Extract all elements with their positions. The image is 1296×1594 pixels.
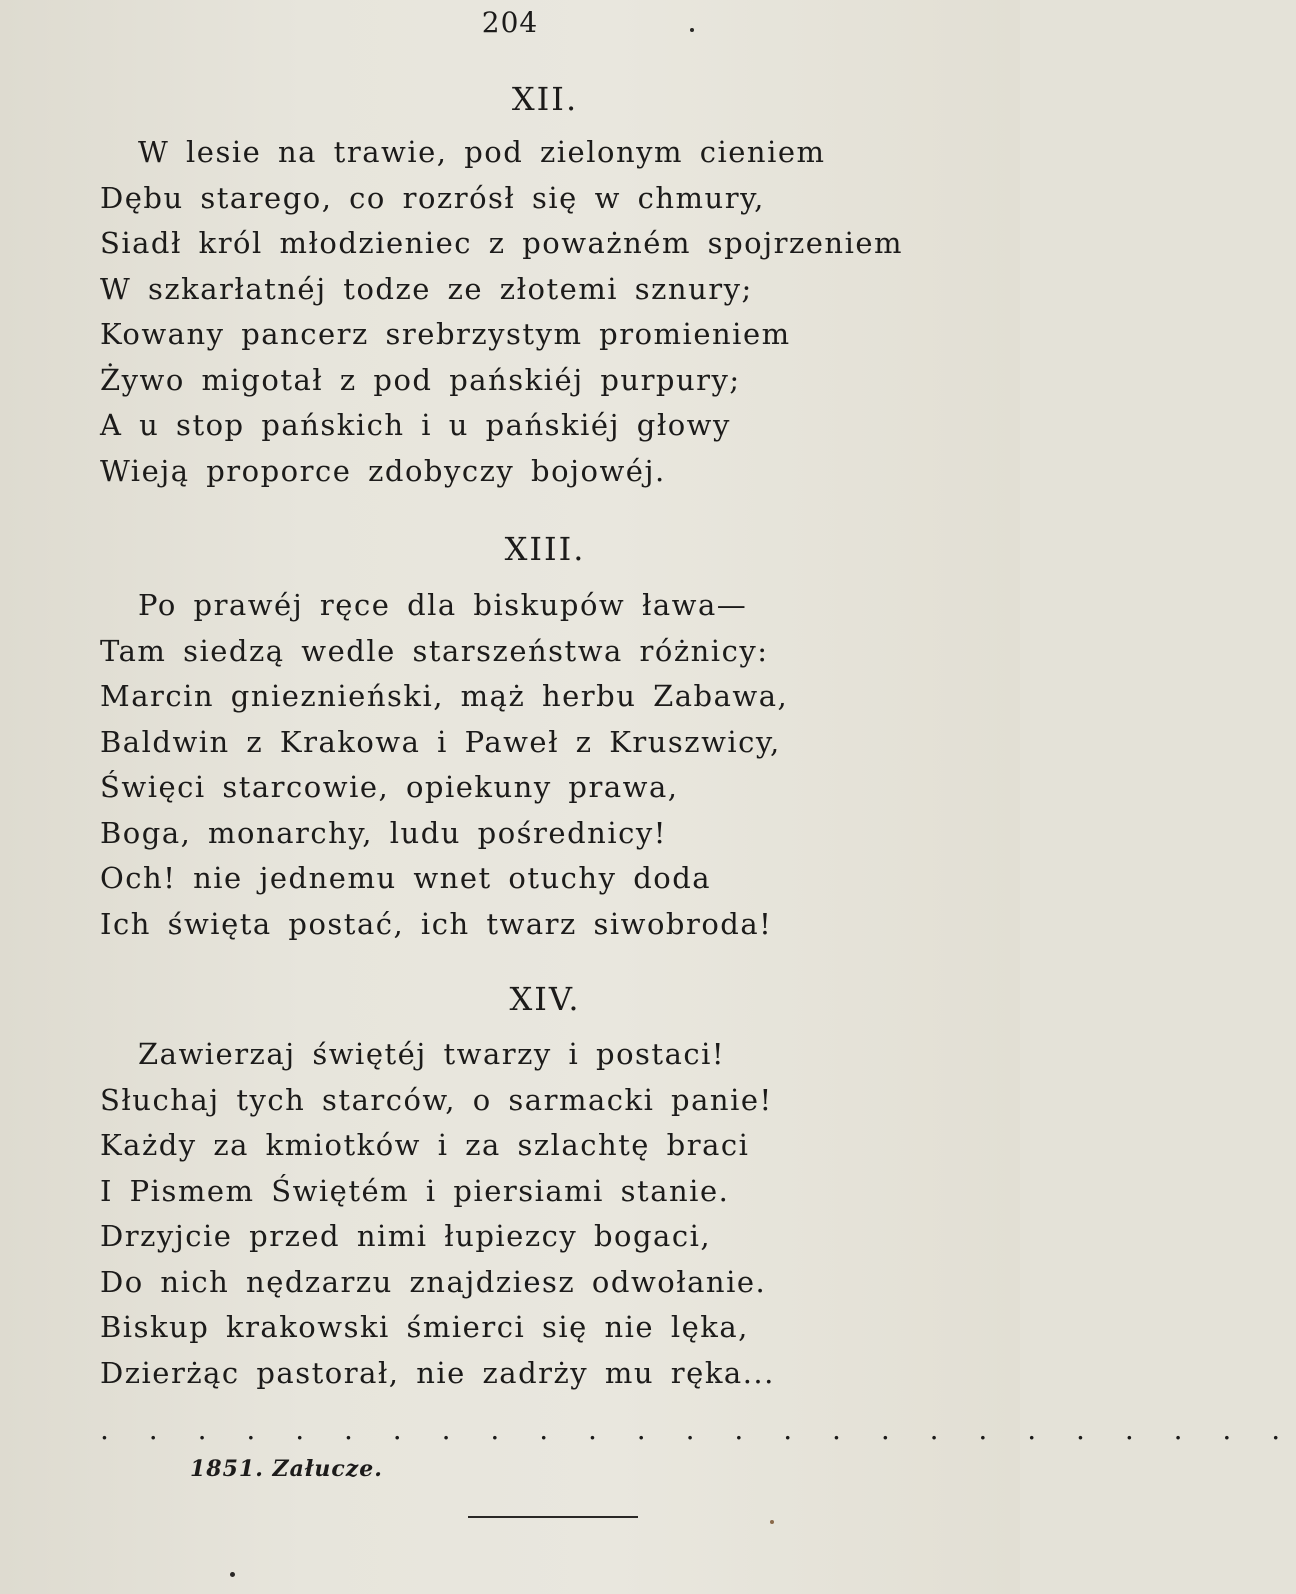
- verse-line: Po prawéj ręce dla biskupów ława—: [138, 588, 748, 622]
- dateline: 1851. Załucze.: [190, 1456, 383, 1482]
- verse-line: Biskup krakowski śmierci się nie lęka,: [100, 1310, 749, 1344]
- stanza-xii: [100, 130, 903, 494]
- verse-line: Zawierzaj świętéj twarzy i postaci!: [138, 1037, 726, 1071]
- verse-line: W szkarłatnéj todze ze złotemi sznury;: [100, 271, 753, 306]
- stanza-heading-xiv: XIV.: [509, 980, 581, 1018]
- verse-line: Drzyjcie przed nimi łupiezcy bogaci,: [100, 1219, 712, 1253]
- verse-line: Dzierżąc pastorał, nie zadrży mu ręka...: [100, 1355, 775, 1390]
- stanza-xiv: [100, 1032, 775, 1396]
- paper-speck: [690, 28, 694, 32]
- verse-line: Każdy za kmiotków i za szlachtę braci: [100, 1128, 750, 1162]
- verse-line: I Pismem Świętém i piersiami stanie.: [100, 1173, 730, 1208]
- verse-line: Święci starcowie, opiekuny prawa,: [100, 770, 679, 804]
- verse-line: Kowany pancerz srebrzystym promieniem: [100, 317, 791, 351]
- verse-line: Wieją proporce zdobyczy bojowéj.: [100, 453, 666, 488]
- verse-line: Ich święta postać, ich twarz siwobroda!: [100, 906, 773, 941]
- ellipsis-row: . . . . . . . . . . . . . . . . . . . . . . . . .: [100, 1413, 1296, 1446]
- verse-line: Siadł król młodzieniec z poważném spojrzeniem: [100, 226, 904, 260]
- stanza-xiii: [100, 583, 788, 947]
- verse-line: Marcin gnieznieński, mąż herbu Zabawa,: [100, 679, 789, 713]
- verse-line: Słuchaj tych starców, o sarmacki panie!: [100, 1082, 773, 1117]
- verse-line: Żywo migotał z pod pańskiéj purpury;: [100, 362, 741, 397]
- verse-line: W lesie na trawie, pod zielonym cieniem: [138, 135, 826, 169]
- verse-line: Baldwin z Krakowa i Paweł z Kruszwicy,: [100, 724, 781, 759]
- paper-speck: [230, 1572, 235, 1577]
- verse-line: Boga, monarchy, ludu pośrednicy!: [100, 815, 667, 850]
- verse-line: A u stop pańskich i u pańskiéj głowy: [100, 408, 731, 442]
- paper-speck: [770, 1520, 774, 1524]
- verse-line: Dębu starego, co rozrósł się w chmury,: [100, 180, 765, 215]
- stanza-heading-xii: XII.: [511, 80, 579, 118]
- stanza-heading-xiii: XIII.: [504, 530, 586, 568]
- verse-line: Do nich nędzarzu znajdziesz odwołanie.: [100, 1264, 767, 1299]
- verse-line: Och! nie jednemu wnet otuchy doda: [100, 861, 712, 895]
- closing-rule: [468, 1516, 638, 1518]
- verse-line: Tam siedzą wedle starszeństwa różnicy:: [100, 633, 769, 668]
- page-number: 204: [481, 6, 539, 39]
